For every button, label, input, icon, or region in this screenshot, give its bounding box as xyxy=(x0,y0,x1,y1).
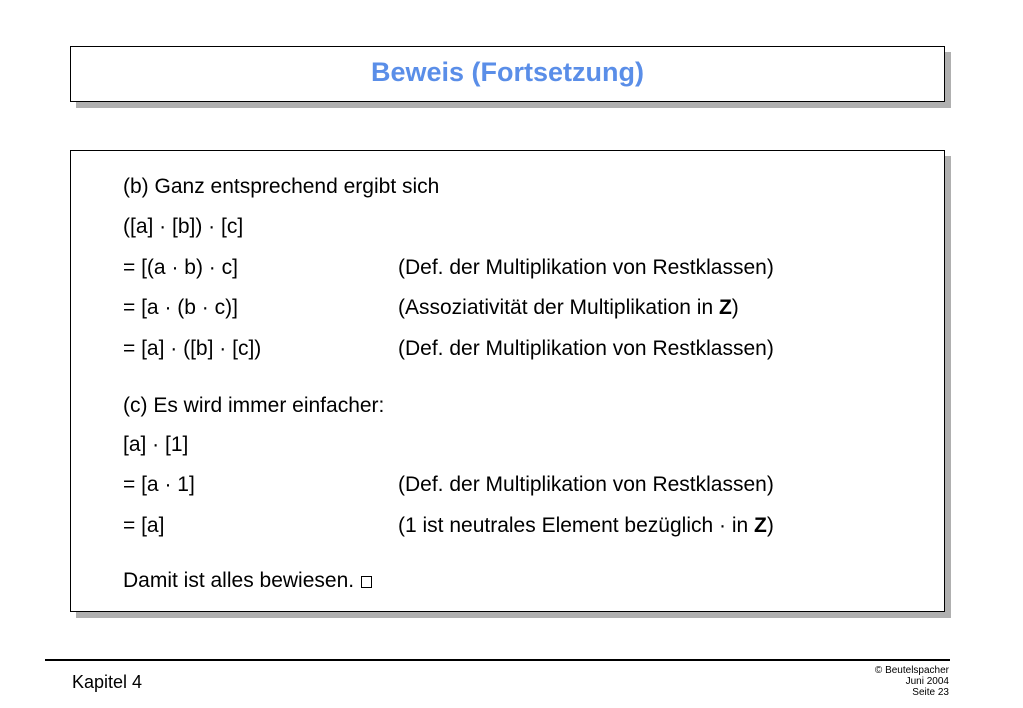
b-step-1-expr: = [(a · b) · c] xyxy=(123,256,238,279)
title-box xyxy=(70,46,945,102)
b-step-2-expr: = [a · (b · c)] xyxy=(123,296,238,319)
b-step-3-expr: = [a] · ([b] · [c]) xyxy=(123,337,262,360)
b-step-1 xyxy=(123,255,774,281)
c-step-1 xyxy=(123,472,774,498)
integers-symbol: Z xyxy=(754,514,767,537)
integers-symbol: Z xyxy=(718,296,732,319)
content-box xyxy=(70,150,945,612)
footer-chapter: Kapitel 4 xyxy=(72,672,143,692)
c-step-1-expr: = [a · 1] xyxy=(123,473,195,496)
b-expr: ([a] · [b]) · [c] xyxy=(123,215,244,238)
slide-title: Beweis (Fortsetzung) xyxy=(370,57,645,87)
footer-date: Juni 2004 xyxy=(905,676,949,687)
b-step-2-reason xyxy=(398,295,739,321)
footer-divider xyxy=(45,659,950,661)
footer-page-number: Seite 23 xyxy=(912,687,949,698)
footer-meta xyxy=(875,665,949,698)
c-step-2-reason-close: ) xyxy=(766,514,774,537)
b-step-3 xyxy=(123,336,774,362)
c-step-2-expr: = [a] xyxy=(123,514,165,537)
c-step-2-reason-text: (1 ist neutrales Element bezüglich · in xyxy=(398,514,755,537)
b-step-1-reason: (Def. der Multiplikation von Restklassen) xyxy=(398,256,774,279)
c-step-2-reason xyxy=(398,513,774,539)
b-step-3-reason: (Def. der Multiplikation von Restklassen) xyxy=(398,337,774,360)
conclusion-text: Damit ist alles bewiesen. xyxy=(123,569,355,592)
b-intro: (b) Ganz entsprechend ergibt sich xyxy=(123,175,440,198)
qed-square-icon xyxy=(361,576,372,588)
b-step-2-reason-close: ) xyxy=(731,296,739,319)
c-intro: (c) Es wird immer einfacher: xyxy=(123,394,385,417)
b-step-2 xyxy=(123,295,739,321)
c-step-1-reason: (Def. der Multiplikation von Restklassen) xyxy=(398,473,774,496)
footer-copyright: © Beutelspacher xyxy=(874,665,949,676)
c-expr: [a] · [1] xyxy=(123,433,189,456)
conclusion xyxy=(123,568,372,594)
b-step-2-reason-text: (Assoziativität der Multiplikation in xyxy=(398,296,719,319)
c-step-2 xyxy=(123,513,774,539)
